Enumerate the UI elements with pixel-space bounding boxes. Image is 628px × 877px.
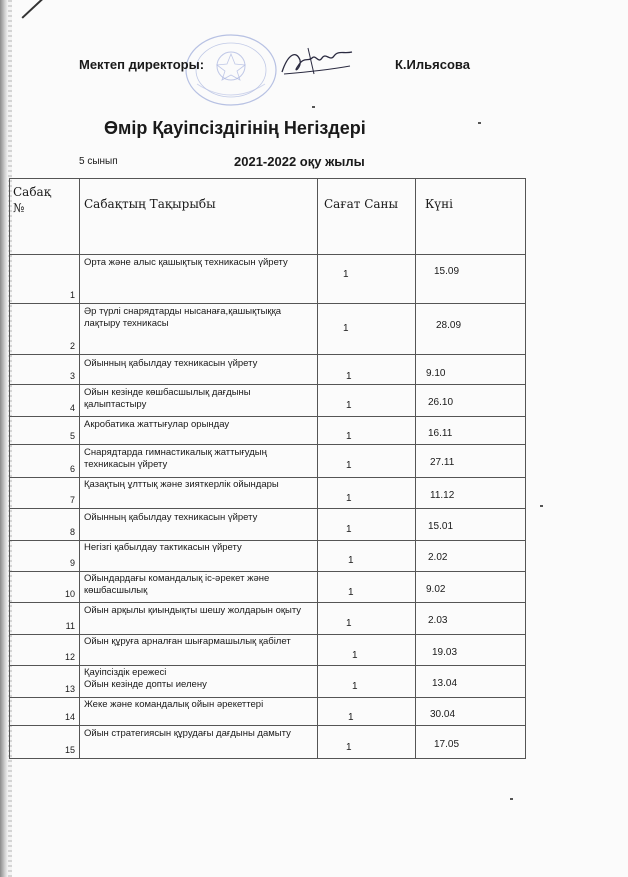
lesson-topic: Негізгі қабылдау тактикасын үйрету: [84, 542, 242, 553]
lesson-topic: Әр түрлі снарядтарды нысанаға,қашықтыққа лақтыру техникасы: [84, 306, 282, 329]
date-value: 2.02: [428, 552, 448, 563]
lesson-topic-cell: [80, 572, 318, 603]
lesson-number-cell: [10, 445, 80, 478]
table-row: [10, 572, 526, 603]
hours-cell: [318, 255, 416, 304]
hours-cell: [318, 445, 416, 478]
director-label: Мектеп директоры:: [79, 57, 205, 72]
date-value: 16.11: [428, 428, 453, 439]
lesson-number-cell: [10, 255, 80, 304]
date-value: 15.01: [428, 521, 454, 532]
hours-cell: [318, 603, 416, 635]
hours-value: 1: [346, 524, 352, 535]
lesson-number: 11: [65, 621, 75, 631]
header-lesson-topic: Сабақтың Тақырыбы: [80, 179, 318, 255]
lesson-topic-cell: [80, 445, 318, 478]
lesson-number-cell: [10, 541, 80, 572]
hours-cell: [318, 698, 416, 726]
lesson-topic-cell: [80, 698, 318, 726]
date-cell: [416, 355, 526, 385]
lesson-topic-cell: [80, 255, 318, 304]
hours-value: 1: [346, 618, 352, 629]
date-value: 26.10: [428, 397, 454, 408]
table-row: [10, 355, 526, 385]
table-row: [10, 603, 526, 635]
date-cell: [416, 478, 526, 509]
director-signature: [278, 44, 358, 80]
hours-value: 1: [346, 400, 352, 411]
table-row: [10, 698, 526, 726]
date-value: 2.03: [428, 615, 448, 626]
hours-cell: [318, 666, 416, 698]
table-row: [10, 509, 526, 541]
date-cell: [416, 541, 526, 572]
lesson-topic-cell: [80, 304, 318, 355]
stray-mark: [540, 505, 543, 507]
hours-cell: [318, 478, 416, 509]
hours-value: 1: [343, 323, 349, 334]
lesson-number: 15: [64, 745, 75, 755]
lesson-topic-cell: [80, 603, 318, 635]
lesson-topic-cell: [80, 541, 318, 572]
date-value: 27.11: [430, 457, 455, 468]
hours-value: 1: [348, 712, 354, 723]
lesson-plan-table: [9, 178, 526, 759]
lesson-number-cell: [10, 304, 80, 355]
header-hours: Сағат Саны: [318, 179, 416, 255]
table-row: [10, 445, 526, 478]
lesson-topic-cell: [80, 385, 318, 417]
date-cell: [416, 385, 526, 417]
hours-cell: [318, 385, 416, 417]
lesson-number-cell: [10, 726, 80, 759]
lesson-topic-cell: [80, 726, 318, 759]
stray-mark: [478, 122, 481, 124]
lesson-number-cell: [10, 478, 80, 509]
lesson-number-cell: [10, 666, 80, 698]
lesson-number-cell: [10, 603, 80, 635]
date-cell: [416, 572, 526, 603]
lesson-topic: Ойын арқылы қиындықты шешу жолдарын оқыту: [84, 605, 302, 616]
lesson-topic: Снарядтарда гимнастикалық жаттығудың техникасын үйрету: [84, 447, 267, 470]
lesson-topic-cell: [80, 635, 318, 666]
date-cell: [416, 698, 526, 726]
date-cell: [416, 509, 526, 541]
lesson-topic: Жеке және командалық ойын әрекеттері: [84, 699, 264, 710]
hours-value: 1: [346, 371, 352, 382]
lesson-number-cell: [10, 355, 80, 385]
scan-edge-shadow: [0, 0, 8, 877]
document-title: Өмір Қауіпсіздігінің Негіздері: [104, 118, 366, 138]
stray-mark: [312, 106, 315, 108]
pen-mark: [21, 0, 48, 18]
date-cell: [416, 726, 526, 759]
lesson-topic: Ойын стратегиясын құрудағы дағдыны дамыту: [84, 728, 291, 739]
date-value: 19.03: [432, 647, 458, 658]
date-cell: [416, 304, 526, 355]
hours-cell: [318, 417, 416, 445]
academic-year: 2021-2022 оқу жылы: [234, 154, 365, 169]
lesson-number: 12: [64, 652, 75, 662]
hours-cell: [318, 355, 416, 385]
hours-cell: [318, 541, 416, 572]
hours-value: 1: [352, 681, 358, 692]
lesson-topic-cell: [80, 478, 318, 509]
lesson-number: 4: [69, 403, 75, 413]
table-row: [10, 417, 526, 445]
date-value: 28.09: [436, 320, 462, 331]
lesson-number-cell: [10, 509, 80, 541]
date-value: 30.04: [430, 709, 456, 720]
lesson-number: 3: [69, 371, 75, 381]
stray-mark: [510, 798, 513, 800]
hours-value: 1: [343, 269, 349, 280]
table-row: [10, 478, 526, 509]
date-cell: [416, 635, 526, 666]
lesson-topic: Ойынның қабылдау техникасын үйрету: [84, 512, 258, 523]
date-value: 11.12: [430, 490, 455, 501]
date-cell: [416, 255, 526, 304]
lesson-number-cell: [10, 385, 80, 417]
hours-value: 1: [346, 742, 352, 753]
lesson-number: 9: [69, 558, 75, 568]
lesson-number-cell: [10, 417, 80, 445]
lesson-number: 7: [69, 495, 75, 505]
table-row: [10, 304, 526, 355]
lesson-topic-cell: [80, 417, 318, 445]
date-value: 15.09: [434, 266, 460, 277]
hours-value: 1: [352, 650, 358, 661]
date-cell: [416, 417, 526, 445]
lesson-topic: Ойынның қабылдау техникасын үйрету: [84, 358, 258, 369]
lesson-topic-cell: [80, 355, 318, 385]
date-cell: [416, 666, 526, 698]
lesson-number: 10: [64, 589, 75, 599]
hours-cell: [318, 509, 416, 541]
lesson-number: 5: [69, 431, 75, 441]
table-row: [10, 666, 526, 698]
date-value: 13.04: [432, 678, 458, 689]
hours-cell: [318, 304, 416, 355]
hours-value: 1: [348, 587, 354, 598]
lesson-topic: Акробатика жаттығулар орындау: [84, 419, 230, 430]
table-row: [10, 541, 526, 572]
hours-value: 1: [346, 493, 352, 504]
date-cell: [416, 603, 526, 635]
date-value: 9.02: [426, 584, 446, 595]
table-row: [10, 255, 526, 304]
date-value: 9.10: [426, 368, 446, 379]
lesson-number: 14: [64, 712, 75, 722]
lesson-number-cell: [10, 572, 80, 603]
table-header-row: [10, 179, 526, 255]
lesson-topic-cell: [80, 509, 318, 541]
lesson-topic: Қауіпсіздік ережесі Ойын кезінде допты иелену: [84, 667, 207, 690]
lesson-number: 13: [64, 684, 75, 694]
lesson-number: 6: [69, 464, 75, 474]
header-lesson-number: Сабақ №: [10, 179, 80, 255]
hours-cell: [318, 726, 416, 759]
lesson-topic: Ойын құруға арналған шығармашылық қабілет: [84, 636, 291, 647]
hours-value: 1: [346, 460, 352, 471]
lesson-number: 8: [69, 527, 75, 537]
lesson-topic-cell: [80, 666, 318, 698]
lesson-number: 2: [69, 341, 75, 351]
hours-cell: [318, 572, 416, 603]
director-name: К.Ильясова: [395, 57, 470, 72]
table-row: [10, 635, 526, 666]
hours-value: 1: [346, 431, 352, 442]
date-value: 17.05: [434, 739, 460, 750]
header-date: Күні: [416, 179, 526, 255]
hours-cell: [318, 635, 416, 666]
table-row: [10, 726, 526, 759]
table-row: [10, 385, 526, 417]
lesson-topic: Ойындардағы командалық іс-әрекет және көшбасшылық: [84, 573, 270, 596]
lesson-topic: Қазақтың ұлттық және зияткерлік ойындары: [84, 479, 279, 490]
grade-label: 5 сынып: [79, 156, 118, 167]
lesson-number: 1: [69, 290, 75, 300]
lesson-topic: Орта және алыс қашықтық техникасын үйрету: [84, 257, 288, 268]
lesson-number-cell: [10, 698, 80, 726]
date-cell: [416, 445, 526, 478]
lesson-topic: Ойын кезінде көшбасшылық дағдыны қалыптастыру: [84, 387, 251, 410]
hours-value: 1: [348, 555, 354, 566]
lesson-number-cell: [10, 635, 80, 666]
